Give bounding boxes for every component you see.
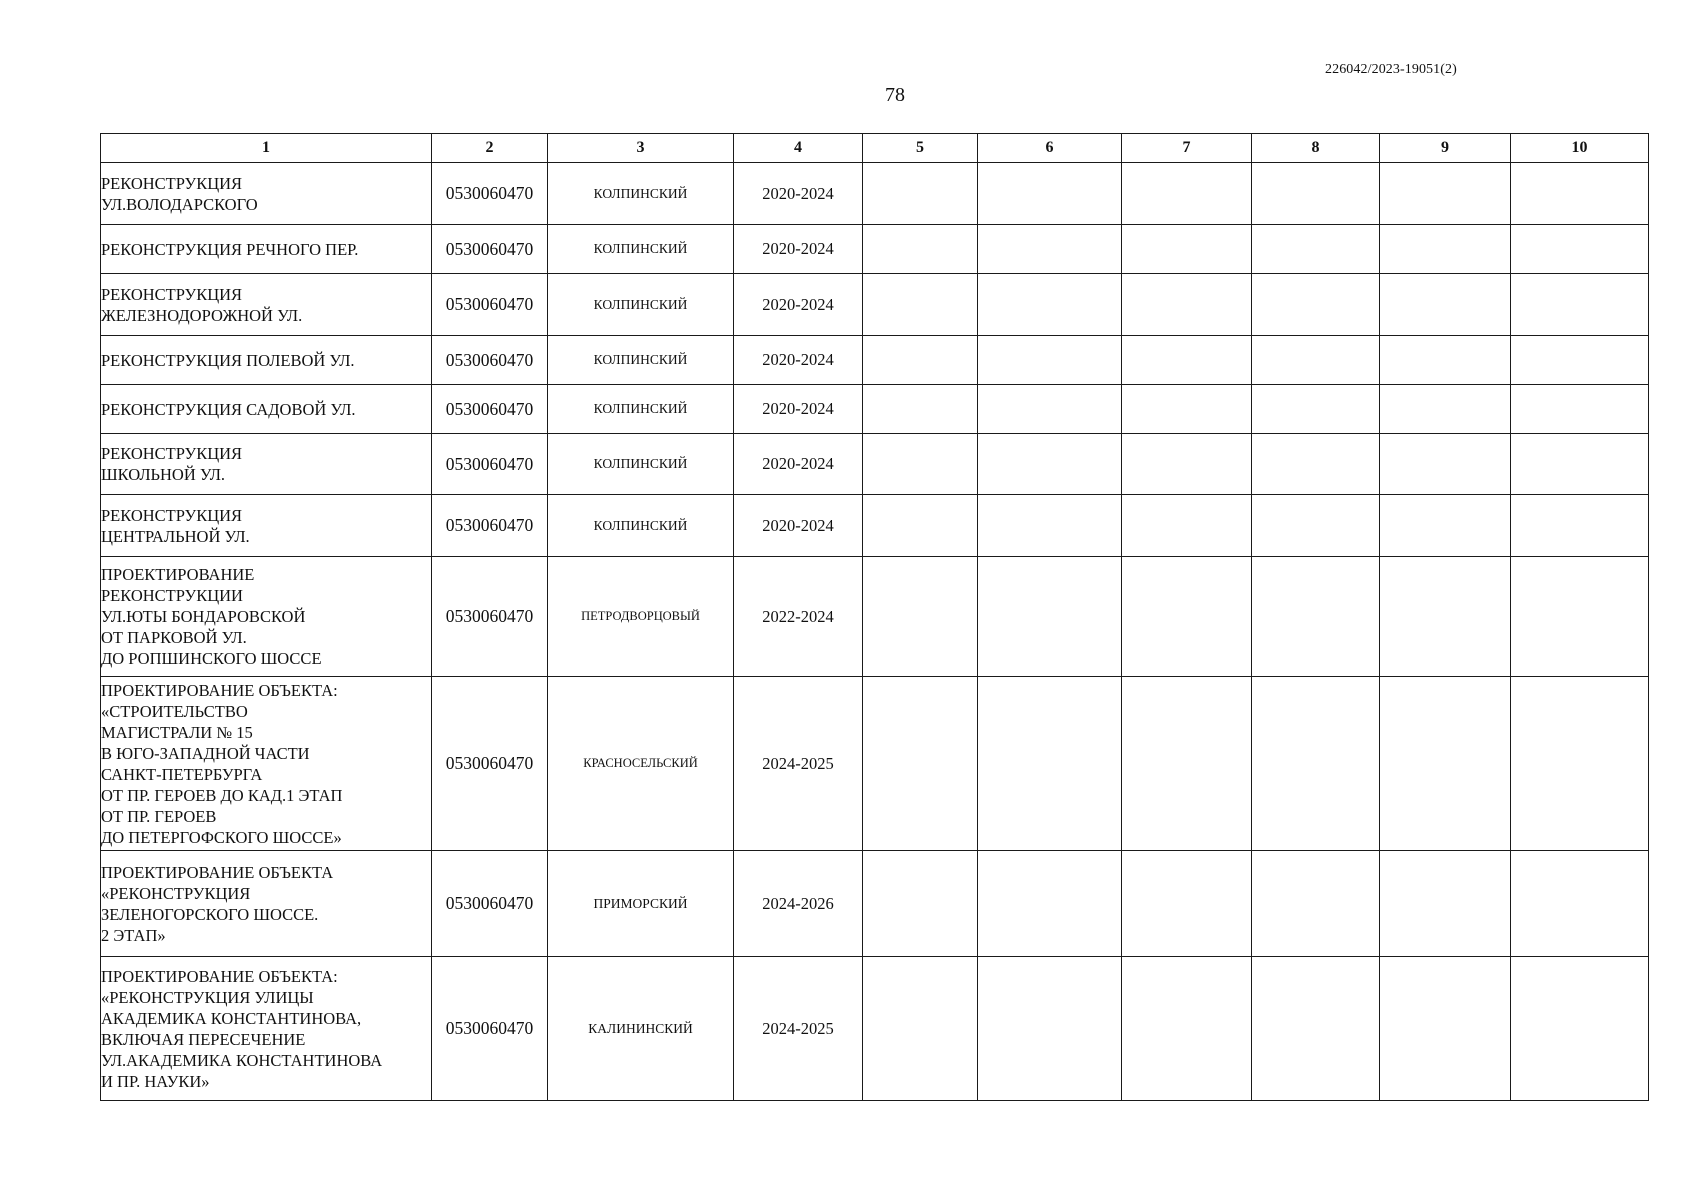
empty-cell [1252, 434, 1380, 495]
table-row [101, 274, 1649, 336]
budget-code: 0530060470 [432, 385, 548, 434]
empty-cell [1122, 434, 1252, 495]
column-number: 7 [1122, 134, 1252, 163]
table-row [101, 957, 1649, 1101]
budget-code: 0530060470 [432, 336, 548, 385]
period: 2020-2024 [734, 385, 863, 434]
empty-cell [978, 434, 1122, 495]
table-row [101, 434, 1649, 495]
budget-code: 0530060470 [432, 957, 548, 1101]
period: 2020-2024 [734, 274, 863, 336]
object-name: ПРОЕКТИРОВАНИЕ ОБЪЕКТА «РЕКОНСТРУКЦИЯ ЗЕЛЕНОГОРСКОГО ШОССЕ. 2 ЭТАП» [101, 851, 432, 957]
empty-cell [1511, 677, 1649, 851]
budget-code: 0530060470 [432, 225, 548, 274]
empty-cell [978, 957, 1122, 1101]
period: 2024-2025 [734, 677, 863, 851]
empty-cell [1380, 163, 1511, 225]
empty-cell [1511, 957, 1649, 1101]
empty-cell [1511, 434, 1649, 495]
empty-cell [863, 385, 978, 434]
empty-cell [1380, 385, 1511, 434]
empty-cell [1380, 677, 1511, 851]
object-name: РЕКОНСТРУКЦИЯ ЦЕНТРАЛЬНОЙ УЛ. [101, 495, 432, 557]
empty-cell [1252, 225, 1380, 274]
period: 2022-2024 [734, 557, 863, 677]
column-number: 1 [101, 134, 432, 163]
empty-cell [1252, 385, 1380, 434]
empty-cell [978, 851, 1122, 957]
table-row [101, 495, 1649, 557]
object-name: ПРОЕКТИРОВАНИЕ РЕКОНСТРУКЦИИ УЛ.ЮТЫ БОНДАРОВСКОЙ ОТ ПАРКОВОЙ УЛ. ДО РОПШИНСКОГО ШОССЕ [101, 557, 432, 677]
object-name: РЕКОНСТРУКЦИЯ САДОВОЙ УЛ. [101, 385, 432, 434]
empty-cell [978, 677, 1122, 851]
empty-cell [1511, 336, 1649, 385]
empty-cell [863, 495, 978, 557]
empty-cell [1252, 163, 1380, 225]
empty-cell [863, 225, 978, 274]
empty-cell [1252, 495, 1380, 557]
budget-code: 0530060470 [432, 851, 548, 957]
object-name: РЕКОНСТРУКЦИЯ ПОЛЕВОЙ УЛ. [101, 336, 432, 385]
table-row [101, 557, 1649, 677]
budget-code: 0530060470 [432, 163, 548, 225]
district: ПЕТРОДВОРЦОВЫЙ [548, 557, 734, 677]
document-number: 226042/2023-19051(2) [1325, 62, 1457, 77]
empty-cell [1122, 851, 1252, 957]
period: 2020-2024 [734, 163, 863, 225]
empty-cell [1380, 495, 1511, 557]
object-name: ПРОЕКТИРОВАНИЕ ОБЪЕКТА: «СТРОИТЕЛЬСТВО МАГИСТРАЛИ № 15 В ЮГО-ЗАПАДНОЙ ЧАСТИ САНКТ-ПЕТЕРБУРГА ОТ ПР. ГЕРОЕВ ДО КАД.1 ЭТАП ОТ ПР. ГЕРОЕВ ДО ПЕТЕРГОФСКОГО ШОССЕ» [101, 677, 432, 851]
empty-cell [1380, 557, 1511, 677]
empty-cell [1380, 336, 1511, 385]
empty-cell [1511, 225, 1649, 274]
district: КОЛПИНСКИЙ [548, 163, 734, 225]
period: 2024-2025 [734, 957, 863, 1101]
empty-cell [1380, 957, 1511, 1101]
empty-cell [1380, 274, 1511, 336]
period: 2024-2026 [734, 851, 863, 957]
table-row [101, 677, 1649, 851]
program-table [100, 133, 1649, 1101]
empty-cell [1511, 274, 1649, 336]
object-name: РЕКОНСТРУКЦИЯ ШКОЛЬНОЙ УЛ. [101, 434, 432, 495]
district: КАЛИНИНСКИЙ [548, 957, 734, 1101]
empty-cell [1252, 336, 1380, 385]
period: 2020-2024 [734, 495, 863, 557]
empty-cell [978, 557, 1122, 677]
empty-cell [863, 163, 978, 225]
empty-cell [1252, 851, 1380, 957]
budget-code: 0530060470 [432, 677, 548, 851]
empty-cell [978, 274, 1122, 336]
table-row [101, 336, 1649, 385]
district: КОЛПИНСКИЙ [548, 495, 734, 557]
empty-cell [978, 163, 1122, 225]
object-name: РЕКОНСТРУКЦИЯ ЖЕЛЕЗНОДОРОЖНОЙ УЛ. [101, 274, 432, 336]
empty-cell [978, 225, 1122, 274]
district: КРАСНОСЕЛЬСКИЙ [548, 677, 734, 851]
empty-cell [863, 851, 978, 957]
empty-cell [1252, 274, 1380, 336]
object-name: РЕКОНСТРУКЦИЯ УЛ.ВОЛОДАРСКОГО [101, 163, 432, 225]
empty-cell [1380, 434, 1511, 495]
period: 2020-2024 [734, 225, 863, 274]
budget-code: 0530060470 [432, 434, 548, 495]
column-number: 3 [548, 134, 734, 163]
empty-cell [1380, 225, 1511, 274]
table-row [101, 851, 1649, 957]
empty-cell [1122, 163, 1252, 225]
empty-cell [978, 336, 1122, 385]
column-number: 2 [432, 134, 548, 163]
period: 2020-2024 [734, 336, 863, 385]
column-number: 9 [1380, 134, 1511, 163]
empty-cell [1122, 677, 1252, 851]
table-row [101, 385, 1649, 434]
empty-cell [1511, 385, 1649, 434]
table-row [101, 225, 1649, 274]
column-number: 5 [863, 134, 978, 163]
empty-cell [1511, 163, 1649, 225]
empty-cell [1511, 851, 1649, 957]
empty-cell [1122, 336, 1252, 385]
table-row [101, 163, 1649, 225]
column-number: 4 [734, 134, 863, 163]
empty-cell [1252, 557, 1380, 677]
empty-cell [1511, 557, 1649, 677]
empty-cell [1252, 677, 1380, 851]
empty-cell [1122, 495, 1252, 557]
empty-cell [863, 274, 978, 336]
page-number: 78 [885, 84, 905, 106]
empty-cell [978, 385, 1122, 434]
empty-cell [863, 677, 978, 851]
budget-code: 0530060470 [432, 274, 548, 336]
object-name: РЕКОНСТРУКЦИЯ РЕЧНОГО ПЕР. [101, 225, 432, 274]
empty-cell [863, 336, 978, 385]
empty-cell [978, 495, 1122, 557]
empty-cell [863, 557, 978, 677]
empty-cell [863, 957, 978, 1101]
district: ПРИМОРСКИЙ [548, 851, 734, 957]
column-number-row [101, 134, 1649, 163]
column-number: 8 [1252, 134, 1380, 163]
column-number: 6 [978, 134, 1122, 163]
empty-cell [1122, 557, 1252, 677]
empty-cell [1122, 385, 1252, 434]
empty-cell [1252, 957, 1380, 1101]
empty-cell [1122, 274, 1252, 336]
budget-code: 0530060470 [432, 495, 548, 557]
empty-cell [1380, 851, 1511, 957]
column-number: 10 [1511, 134, 1649, 163]
object-name: ПРОЕКТИРОВАНИЕ ОБЪЕКТА: «РЕКОНСТРУКЦИЯ УЛИЦЫ АКАДЕМИКА КОНСТАНТИНОВА, ВКЛЮЧАЯ ПЕРЕСЕЧЕНИЕ УЛ.АКАДЕМИКА КОНСТАНТИНОВА И ПР. НАУКИ» [101, 957, 432, 1101]
empty-cell [1122, 225, 1252, 274]
budget-code: 0530060470 [432, 557, 548, 677]
district: КОЛПИНСКИЙ [548, 274, 734, 336]
district: КОЛПИНСКИЙ [548, 385, 734, 434]
district: КОЛПИНСКИЙ [548, 434, 734, 495]
district: КОЛПИНСКИЙ [548, 225, 734, 274]
empty-cell [1122, 957, 1252, 1101]
empty-cell [863, 434, 978, 495]
empty-cell [1511, 495, 1649, 557]
period: 2020-2024 [734, 434, 863, 495]
district: КОЛПИНСКИЙ [548, 336, 734, 385]
